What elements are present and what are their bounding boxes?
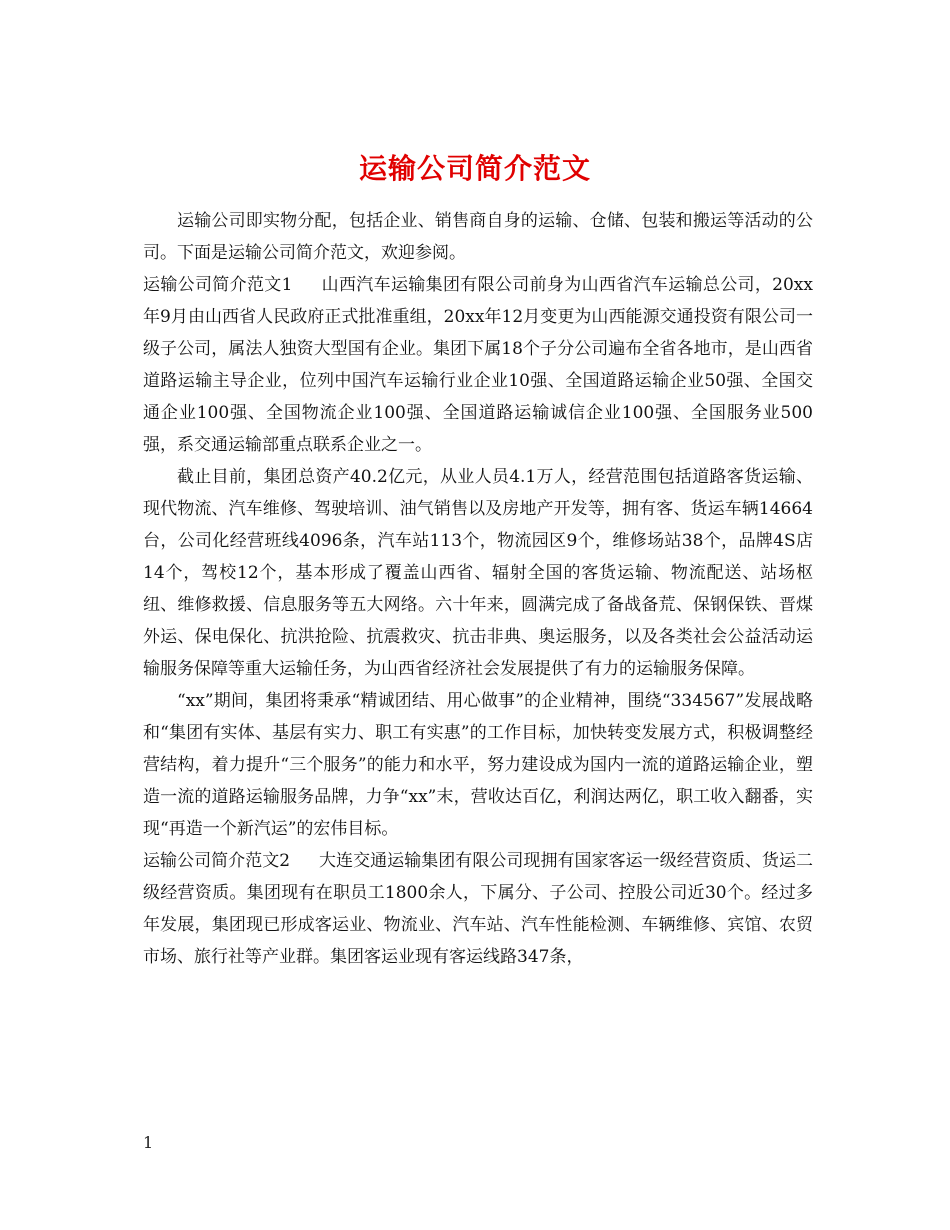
section-1-text: 山西汽车运输集团有限公司前身为山西省汽车运输总公司，20xx年9月由山西省人民政府正式批准重组，20xx年12月变更为山西能源交通投资有限公司一级子公司，属法人独资大型国有企业。集团下属18个子分公司遍布全省各地市，是山西省道路运输主导企业，位列中国汽车运输行业企业10强、全国道路运输企业50强、全国交通企业100强、全国物流企业100强、全国道路运输诚信企业100强、全国服务业500强，系交通运输部重点联系企业之一。 (143, 275, 813, 455)
document-title: 运输公司简介范文 (358, 151, 591, 185)
section-1-paragraph (143, 269, 813, 461)
section-1-label: 运输公司简介范文1 (143, 275, 293, 295)
strategy-paragraph: “xx”期间，集团将秉承“精诚团结、用心做事”的企业精神，围绕“334567”发展战略和“集团有实体、基层有实力、职工有实惠”的工作目标，加快转变发展方式，积极调整经营结构，着力提升“三个服务”的能力和水平，努力建设成为国内一流的道路运输企业，塑造一流的道路运输服务品牌，力争“xx”末，营收达百亿，利润达两亿，职工收入翻番，实现“再造一个新汽运”的宏伟目标。 (143, 691, 813, 839)
section-2-label: 运输公司简介范文2 (143, 851, 291, 871)
page-number: 1 (143, 1133, 154, 1152)
assets-paragraph: 截止目前，集团总资产40.2亿元，从业人员4.1万人，经营范围包括道路客货运输、现代物流、汽车维修、驾驶培训、油气销售以及房地产开发等，拥有客、货运车辆14664台，公司化经营班线4096条，汽车站113个，物流园区9个，维修场站38个，品牌4S店14个，驾校12个，基本形成了覆盖山西省、辐射全国的客货运输、物流配送、站场枢纽、维修救援、信息服务等五大网络。六十年来，圆满完成了备战备荒、保钢保铁、晋煤外运、保电保化、抗洪抢险、抗震救灾、抗击非典、奥运服务，以及各类社会公益活动运输服务保障等重大运输任务，为山西省经济社会发展提供了有力的运输服务保障。 (143, 467, 813, 679)
document-body (143, 205, 813, 973)
intro-paragraph: 运输公司即实物分配，包括企业、销售商自身的运输、仓储、包装和搬运等活动的公司。下面是运输公司简介范文，欢迎参阅。 (143, 211, 813, 263)
section-2-paragraph (143, 845, 813, 973)
section-2-text: 大连交通运输集团有限公司现拥有国家客运一级经营资质、货运二级经营资质。集团现有在职员工1800余人，下属分、子公司、控股公司近30个。经过多年发展，集团现已形成客运业、物流业、汽车站、汽车性能检测、车辆维修、宾馆、农贸市场、旅行社等产业群。集团客运业现有客运线路347条， (143, 851, 813, 967)
